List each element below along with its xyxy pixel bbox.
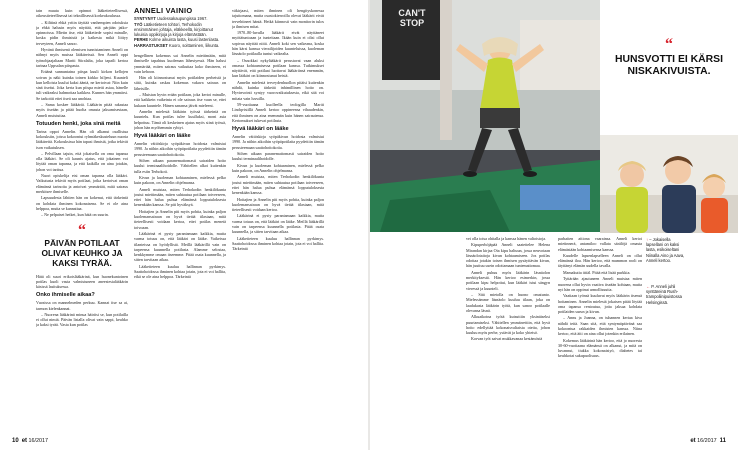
paragraph: Anneli muistaa, miten Terhokodin henkilökunta joutui miettimään, miten suhtautua potilaan toiveeseen, ettei hän halua puhua elämänsä lopputuloksesta kenenkään kanssa. — [232, 174, 324, 196]
paragraph: Vuosissa on mannelmeden perkuu. Kannat itse sa ai, tarmon kielenkannat. — [36, 300, 128, 311]
left-folio — [12, 438, 48, 444]
left-pull-quote-text: PÄIVÄN POTILAAT OLIVAT KEUHKO JA KAKSI TYRÄÄ. — [41, 237, 123, 268]
paragraph: Hätä oli suuri erikoislääkärinä, kun huonekuntoinen potilas kuoli vasta valmistuneen aneestesialääkärin käsissä lasituksessa. — [36, 273, 128, 289]
left-col-1 — [36, 8, 128, 329]
profile-info-row — [134, 22, 226, 38]
paragraph: Annelin väitöskirja syöpäkivun hoidosta valmistui 1990. Ja niihin aikoihin syöpäpotilaita pyydettiin tämän perusteemaan saattohoitokotia. — [232, 134, 324, 150]
right-pull-quote — [606, 38, 732, 79]
right-folio — [690, 438, 726, 444]
left-col1-end — [36, 300, 128, 327]
profile-info-text: Kuoro, soittaminen, liikunta. — [169, 42, 220, 48]
paragraph: Lapsuudesta lähtien hän on kokenut, että tärkeintä on kohdata ihminen kokonaisena. Se ei ole aina helppoa, mutta se kannattaa. — [36, 195, 128, 211]
left-col3-heading: Hyvä lääkäri on lääke — [232, 126, 289, 132]
paragraph: Kokemus lääkärinä hän kertoo, että jo nuoresta 30-60-vuotiaana elämänsä on alkanut, ja mitä on luvannut, tiukka kokonaistyö, diabetes tai keuhkotai sukupuolisuus. — [558, 337, 642, 359]
profile-title: ANNELI VAINIO — [134, 8, 193, 15]
paragraph: – Sama koskee lääkäriä. Lääkärin pitää rakastaa myös itseään ja pitää huolta omasta jaksamisestaan, Anneli muistuttaa. — [36, 102, 128, 118]
profile-info-label: TYÖ — [134, 21, 144, 27]
family-photo-illustration — [600, 135, 738, 233]
paragraph: Kuudelle lapsenlapselleen Anneli on ollut elämänsä iloa. Hän kertoo, että mummon rooli on täyttänyt elämän uudella tavalla. — [558, 252, 642, 269]
left-col2-heading: Hyvä lääkäri on lääke — [134, 133, 191, 140]
paragraph: Hyvänä ihmisenä olemisen tunnistaminen Anneli on nähnyt myös muissa lääkäreissä. Sen Anneli oppi työnohjaajaltaan Martti Siiralalta, joka tapaili kertoa tarinaa Uppsalan piispasta. — [36, 47, 128, 68]
paragraph: Lääkärinä ei pysty parantamaan kaikkia, mutta varma totuus on, että lääkäri on lääke. Vaikeissa tilanteissa on hyödyllistä. Meillä lääkärillä vain on tarpeensa kuunnella potilasta. Alamme selostaa, kenkkymme omaan itseemme. Pitää osata kuunnella, ja sitten tarvitaan aikaa. — [134, 231, 226, 263]
paragraph: Alkuaikoina työtä kutsuttiin yksinäiseksi puurtamiseksi. Vähitellen ymmärrettiin, että hyvä hoito edellyttää kokonaisvaltaista otetta, johon kuuluu myös perhe, ystävät ja koko yhteisö. — [466, 314, 550, 335]
left-page-number: 10 — [12, 438, 19, 444]
caption-arrow-left-icon: ← — [646, 284, 651, 289]
paragraph: Hän oli kiinnostunut myös potilaiden perheistä ja siitä, kuinka raskas kokemus vakava sairaus on läheisille. — [134, 75, 226, 91]
paragraph: Eräänä sunnuntaina piispa kuuli kirkon kellojen soivan ja näki kuinka toinen kirkko hiljeni. Kuunteli kun kelloista kuului kaksi ääntä, ne kertoivat: Niin kuin sinä itseäsi. Joka kerta kun piispa mietti asiaa, hänelle tuli vaikeaksi hahmottaa kaikkea. Kunnes hän ymmärsi. Se tarkoitti ettei itseä saa unohtaa. — [36, 69, 128, 101]
paragraph: Tyttärään ajautuneen Anneli muistaa miten nuorena ollut hyvin vaativa itseään kohtaan, mutta nyt hän on oppinut armollisuutta. — [558, 276, 642, 292]
paragraph: Annelin mielestä lääkärin työssä tärkeintä on kuuntelu. Kun potilas tulee kuulluksi, moni asia helpottuu. Tämä oli keskeinen ajatus myös siinä työssä, johon hän myöhemmin ryhtyi. — [134, 109, 226, 130]
paragraph: Vaatiaan työnsä kuuluvat myös lääkärin itsensä hoitaminen. Annelin mielestä jokaisen pitää löytää oma tapansa rentoutua, jotta jaksaa kohdata potilaiden surun ja kivun. — [558, 293, 642, 314]
paragraph: Hoitajien ja Annelin piti myös pohtia, kuinka paljon kuolemansairaan on hyvä tietää tilastaan, mitä tieteellisesti voidaan kertoa. — [232, 196, 324, 212]
paragraph: Annelin väitöskirja syöpäkivun hoidosta valmistui 1990. Ja niihin aikoihin syöpäpotilaita pyydettiin tämän perusteemaan saattohoitokotia. — [134, 141, 226, 157]
right-page-number: 11 — [719, 438, 726, 444]
paragraph: hengellinen kokemus sai Annelin miettimään, mitä ihmiselle tapahtuu kuoleman lähestyessä. Hän halusi ymmärtää, miten sairaus vaikuttaa koko ihmiseen, ei vain kehoon. — [134, 53, 226, 74]
left-page — [0, 0, 368, 450]
left-col2-paragraphs-2 — [134, 141, 226, 279]
paragraph: 59-vuotiaana kuolleella teologilla Martti Lindqvistillä Anneli kertoo oppineensa vihaudenkin, että ihminen on aina enemmän kuin hänen sairautensa. Kertomukset tukevat potilasta. — [232, 102, 324, 123]
trampoline-photo — [370, 0, 600, 232]
paragraph: Anneli muistaa, miten Terhokodin henkilökunta joutui miettimään, miten suhtautua potilaan toiveeseen, ettei hän halua puhua elämänsä lopputuloksesta kenenkään kanssa. Se piti hyväksyä. — [134, 186, 226, 208]
paragraph: vei olla toisa ohitalla ja kanssa hänen valtoistoja. — [466, 236, 547, 241]
paragraph: Lääketieteen kuuluu hallinnan pyrkimys. Saattohoidossa ihminen kohtaa jotain, jota ei voi hallita, eikä se ole aina helppoa. Tärkeintä — [134, 263, 226, 280]
right-col-1 — [466, 236, 550, 343]
right-col2-paragraphs — [558, 236, 642, 359]
paragraph: parhaiten aitiona vaarainsa. Anneli kertoi mietinnerä, antamiloo vallata särälöjä omasta elämästään kohtaamisensa kanssa. — [558, 236, 642, 252]
left-col1-paragraphs — [36, 8, 128, 118]
paragraph: Kivun ja kuoleman kohtaaminen, mielessä pelko kuin pakoon, on Annelin ohjelmansa. — [134, 174, 226, 186]
right-col1-paragraphs — [466, 236, 550, 342]
paragraph: Kivun ja kuoleman kohtaaminen, mielessä pelko kuin pakoon, on Annelin ohjelmansa. — [232, 162, 324, 173]
right-issue: 16/2017 — [697, 438, 717, 444]
left-pull-quote — [36, 221, 128, 268]
left-magazine-name: et — [21, 438, 28, 444]
trampoline-photo-caption-text: P. Anneli juhli synttäreinä Rush-trampoliinipuistossa Helsingissä. — [646, 284, 682, 305]
profile-info-text: Lääketieteen tohtori, Terhokodin ensimmäinen johtaja, eläkkeellä, kirjoittanut lukuisia oppikirjoja ja kirjoja elämästään. — [134, 21, 213, 38]
right-pull-quote-text: HUNSVOTTI EI KÄRSI NISKAKIVUISTA. — [615, 54, 723, 78]
left-col3-paragraphs — [232, 8, 324, 123]
left-issue: 16/2017 — [28, 438, 49, 444]
family-photo — [600, 135, 738, 233]
left-col1-heading: Totuuden henki, joka sinä meitä — [36, 120, 121, 127]
paragraph: Hoitajien ja Annelin piti myös pohtia, kuinka paljon kuolemansairaan on hyvä tietää tilastaan, mitä tieteellisesti voidaan kertoa, ettei potilas menetä toivoaan. — [134, 208, 226, 230]
paragraph: Nuori opiskelija etsi oman tapansa olla lääkäri. Vaikutusta tekivät myös potilaat, jotka kertoivat oman elämänsä tarinoita ja antoivat ymmärtää, mitä sairaus merkitsee ihmiselle. — [36, 173, 128, 194]
right-col-2 — [558, 236, 642, 360]
left-col1-paragraphs-2 — [36, 129, 128, 218]
trampoline-photo-illustration — [370, 0, 600, 232]
right-magazine-name: et — [690, 438, 696, 444]
right-page — [370, 0, 738, 450]
paragraph: – Kilttinä ehkä yritin täyttää vanhempien odotuksia ja ehkä halusin myös näyttää, että pärjään jatko-opinnoissa. Mietin itse, että lääketiede sopisi minulle, koska pidin ihmisistä ja kaikesta mikä liittyy terveyteen, Anneli sanoo. — [36, 19, 128, 46]
paragraph: – Osnokkai nykylääkärit perustavat vaan aluksi omassa kohtaamisessa potilaan kanssa. Tutkimukset näyttävät, että potilaat luottavat lääkäriinsä enemmän, kun lääkäri on kiinnostunut heistä. — [232, 57, 324, 79]
family-photo-caption — [646, 237, 686, 263]
paragraph: tain muuta kuin opinnot lääketieteellisessä, oikeustieteellisessä tai teknillisessä korkeakoulussa. — [36, 8, 128, 19]
paragraph: Lääketieteen kuuluu hallinnan pyrkimys. Saattohoidossa ihminen kohtaa jotain, jota ei voi hallita. Tärkeintä — [232, 235, 324, 252]
photo-sign-text: CAN'T STOP — [398, 8, 426, 28]
paragraph: Lääkärinä ei pysty parantamaan kaikkia, mutta varma totuus on, että lääkäri on lääke. Meillä lääkärillä vain on tarpeensa kuunnella potilasta. Pitää osata kuunnella, ja sitten tarvitaan aikaa. — [232, 213, 324, 235]
left-col1-heading-2: Onko ihmiselle aikaa? — [36, 292, 95, 299]
left-col-2 — [134, 8, 226, 281]
left-col1-after — [36, 274, 128, 290]
profile-info-label: HARRASTUKSET — [134, 42, 170, 48]
paragraph: – Annu ja Joanna, on tuhannen kertaa kiva nähdä teitä. Saan sitä, että syntymäpäivänä saa kokoontua rakkaiden ihmisten kanssa. Niina kertoo, että äiti on aina ollut jotenkin erilainen. — [558, 315, 642, 337]
profile-info-label: PERHE — [134, 37, 150, 43]
profile-infobox — [134, 16, 226, 48]
family-photo-caption-text: – Jokaisella lapsellani on kaksi lasta, esikoiseltani Niinalla Aino ja Aava, Anneli kertoo. — [646, 237, 685, 263]
paragraph: Kipuperhöjäpää Anneli saatettelee Helena Mirandan kirjaa Ota kipu haltuun, jossa neuvotaan läsnäolotaitoja kivun kohtaamiseen. Jos potilas odottaa jotakin toisen ihmisen pysäyttävän kivun, hän juuttuu usein odottamaan tuntemattomaa. — [466, 242, 550, 269]
profile-info-label: SYNTYNYT — [134, 16, 157, 22]
paragraph: Tarina oppoi Annelin. Hän oli alkanut osallistua kokouksiin, joissa kokoontui ryhmäkeskusteluun nuoria lääkäreitä. Kokouksissa hän tapasi ihmisiä, jotka tekivät ison vaikutuksen. — [36, 128, 128, 150]
paragraph: Annelin mielestä terveydenhuollon pitäisi kuitenkin nähdä, kuinka tärkeää inhimillinen hoito on. Hyvinvointi syntyy vuorovaikutuksesta, eikä sitä voi mitata vain luvuilla. — [232, 79, 324, 101]
profile-info-text: Uudessakaupungissa 1967. — [156, 16, 208, 22]
left-col2-paragraphs — [134, 53, 226, 130]
left-col-3 — [232, 8, 324, 253]
profile-info-text: Kolme aikuista lasta, kuusi lastenlasta. — [149, 37, 220, 43]
paragraph: Mamakutia ittiäl. Pitää että lisää purkkia. — [563, 269, 631, 275]
caption-arrow-icon: ↑ — [646, 237, 649, 242]
paragraph: – Pelvillaan tajuin, että jokaisella on oma tapansa olla lääkäri. Se oli kaunis ajatus, että jokainen voi löytää oman tapansa, ja että kaikilla on aina jotakin, johon voi tarttua. — [36, 150, 128, 172]
paragraph: Siihen aikaan paranemattomasti sairaiden hoito kuului terminaalihoidolle. — [232, 150, 324, 162]
paragraph: – Sitä mietolla on huono omatunto. Mielessämme läsnäolo kuuluu tilaan, joka on laadukasta lääkärin työtä, kun sanoo potilaalle olevansa läsnä. — [466, 292, 550, 313]
right-quote-mark-icon: “ — [665, 36, 673, 53]
paragraph: 1970–80-luvulla lääkärit eivät näyttäneet myötätuntoaan ja tunteitaan. Ikään kuin ei olisi ollut sopivaa näyttää niitä. Anneli koki sen vaikeana, koska hän kärsi kanssa vierailijoiden kuunteluissa, kuoleman läsnäolo potilaalla tuntui vaikealta. — [232, 30, 324, 57]
paragraph: – Muistan hyvin erään potilaan, joka kertoi minulle, että kaikkein vaikeinta ei ole sairaus itse vaan se, ettei kukaan kuuntele. Hänen sanansa jäivät mieleeni. — [134, 92, 226, 108]
profile-info-row — [134, 43, 226, 48]
paragraph: väkirjaasi, miten ihminen oli hengityskonessa tajuttomana, mutta osastokierroilla olevat lääkärit eivät tervehtineet häntä. Hetkä kiinnosti vain monitorin tulos ja ihmisen mitat. — [232, 8, 324, 29]
paragraph: Anneli puhuu myös lääkärin läsnäolon merkityksestä. Hän kertoo esimerkin, jossa potilaan kipu helpottui, kun lääkäri istui sängyn vieressä ja kuunteli. — [466, 269, 550, 291]
paragraph: – Ne pelpaiset hetket, kun hätä on suurin. — [41, 212, 109, 218]
left-col3-paragraphs-2 — [232, 134, 324, 251]
paragraph: – Nuorena lääkärinä minua häiritsi se, kun potilailla ei ollut nimiä. Päivän listalla olivat vain sappi, keuhko ja kaksi tyrää. Vasta kun potilas — [36, 311, 128, 328]
paragraph: Korvan työt saivat mukkavanaa kestämöstä — [471, 336, 543, 342]
trampoline-photo-caption — [646, 284, 686, 305]
quote-mark-icon: “ — [78, 221, 86, 239]
paragraph: Siihen aikaan paranemattomasti sairaiden hoito kuului terminaalihoidolle. Vähitellen alkoi kuitenkin tulla esiin Terhokoti. — [134, 158, 226, 174]
